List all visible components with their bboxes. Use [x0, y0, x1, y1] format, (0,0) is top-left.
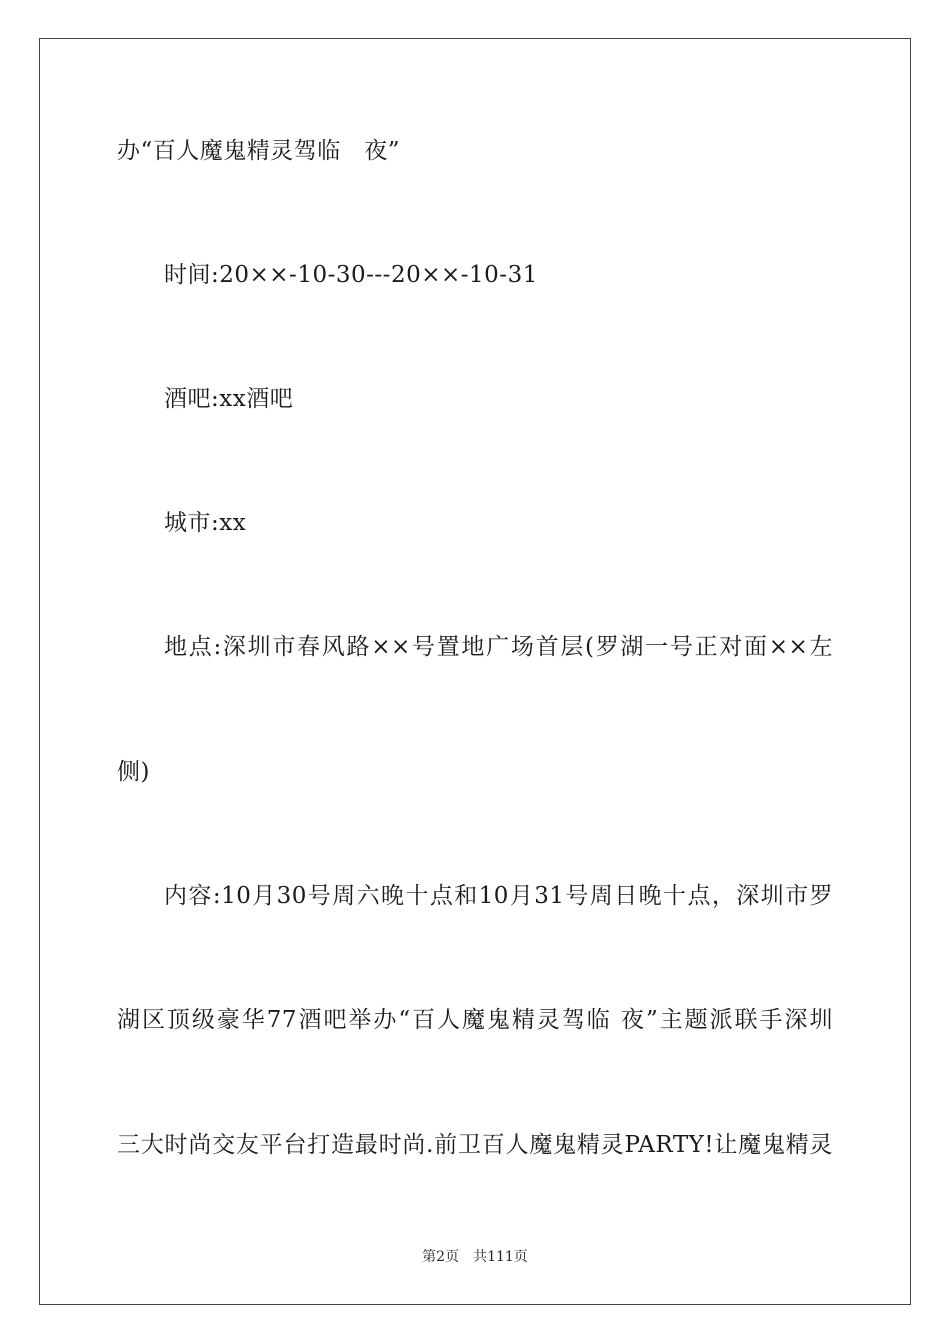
text-line-content-3: 三大时尚交友平台打造最时尚.前卫百人魔鬼精灵PARTY!让魔鬼精灵	[117, 1132, 833, 1158]
text-line-content-2: 湖区顶级豪华77酒吧举办“百人魔鬼精灵驾临 夜”主题派联手深圳	[117, 1007, 833, 1033]
text-line-bar: 酒吧:xx酒吧	[164, 386, 294, 412]
page-border	[39, 38, 911, 1305]
text-line-time: 时间:20××-10-30---20××-10-31	[164, 262, 538, 288]
text-line-city: 城市:xx	[164, 510, 247, 536]
page-footer: 第2页 共111页	[422, 1249, 528, 1265]
text-line-content: 内容:10月30号周六晚十点和10月31号周日晚十点，深圳市罗	[164, 883, 833, 909]
text-line-location-cont: 侧)	[117, 759, 150, 785]
text-line-location: 地点:深圳市春风路××号置地广场首层(罗湖一号正对面××左	[164, 634, 833, 660]
text-line-title: 办“百人魔鬼精灵驾临 夜”	[117, 138, 401, 164]
